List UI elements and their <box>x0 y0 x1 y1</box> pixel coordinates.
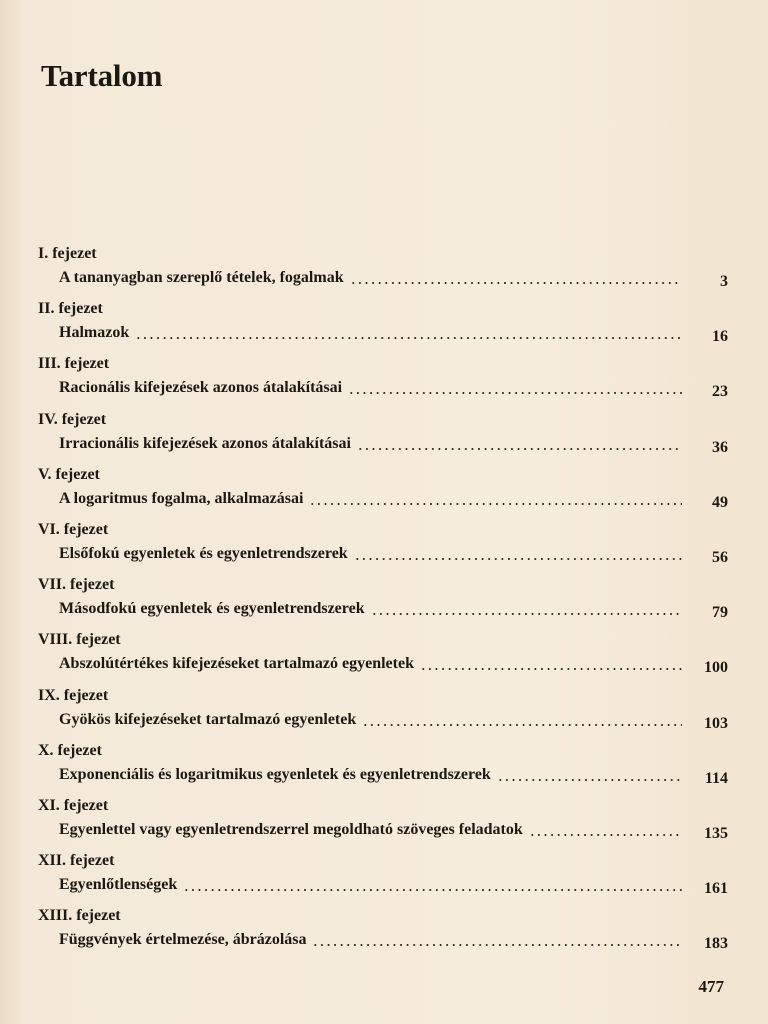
dot-leader <box>371 613 682 615</box>
page-number: 100 <box>704 659 728 677</box>
page-number: 103 <box>704 714 728 732</box>
toc-entry <box>38 244 728 299</box>
toc-entry <box>38 906 728 961</box>
chapter-label: V. fejezet <box>38 465 100 483</box>
chapter-label: IX. fejezet <box>38 686 109 704</box>
chapter-title: A tananyagban szereplő tételek, fogalmak <box>59 269 344 286</box>
toc-entry-line <box>38 599 728 622</box>
page-number: 49 <box>712 493 728 511</box>
page-folio: 477 <box>698 977 724 996</box>
toc-entry-line <box>38 765 728 785</box>
toc-entry-line <box>38 268 728 288</box>
page-number: 16 <box>712 328 728 346</box>
toc-entry-line <box>38 489 728 509</box>
chapter-title: Egyenlettel vagy egyenletrendszerrel megoldható szöveges feladatok <box>59 820 523 838</box>
toc-entry-line <box>38 544 728 564</box>
chapter-title: Másodfokú egyenletek és egyenletrendszerek <box>59 600 365 618</box>
page-number: 161 <box>704 880 728 898</box>
toc-entry <box>38 630 728 685</box>
table-of-contents <box>38 244 728 961</box>
toc-entry <box>38 410 728 465</box>
page-number: 56 <box>712 548 728 566</box>
chapter-label: IV. fejezet <box>38 410 107 428</box>
chapter-title: Exponenciális és logaritmikus egyenletek és egyenletrendszerek <box>59 765 491 783</box>
page-number: 79 <box>712 604 728 622</box>
chapter-label: I. fejezet <box>38 245 97 262</box>
toc-entry-line <box>38 323 728 346</box>
toc-entry <box>38 796 728 851</box>
dot-leader <box>183 889 682 891</box>
chapter-title: Egyenlőtlenségek <box>59 876 178 894</box>
chapter-title: Függvények értelmezése, ábrázolása <box>59 931 307 949</box>
chapter-label: XII. fejezet <box>38 852 115 870</box>
page-number: 36 <box>712 438 728 456</box>
dot-leader <box>497 779 682 781</box>
toc-entry-line <box>38 434 728 454</box>
dot-leader <box>350 282 682 284</box>
page-number: 114 <box>704 769 728 787</box>
toc-entry-line <box>38 710 728 730</box>
chapter-label: X. fejezet <box>38 741 102 759</box>
chapter-title: Gyökös kifejezéseket tartalmazó egyenletek <box>59 710 357 728</box>
chapter-title: A logaritmus fogalma, alkalmazásai <box>59 489 304 507</box>
chapter-label: VIII. fejezet <box>38 631 121 649</box>
page-number: 135 <box>704 824 728 842</box>
dot-leader <box>354 558 682 560</box>
dot-leader <box>362 724 682 726</box>
toc-entry <box>38 299 728 354</box>
chapter-title: Irracionális kifejezések azonos átalakításai <box>59 434 351 452</box>
toc-entry <box>38 575 728 630</box>
page-number: 183 <box>704 935 728 953</box>
page-number: 3 <box>720 273 728 290</box>
chapter-label: II. fejezet <box>38 300 103 318</box>
toc-entry <box>38 465 728 520</box>
toc-entry <box>38 354 728 409</box>
toc-entry-line <box>38 820 728 840</box>
page-number: 23 <box>712 383 728 401</box>
chapter-title: Halmazok <box>59 324 130 342</box>
chapter-label: III. fejezet <box>38 355 110 373</box>
chapter-title: Elsőfokú egyenletek és egyenletrendszerek <box>59 544 348 562</box>
chapter-label: VII. fejezet <box>38 576 115 594</box>
toc-entry-line <box>38 654 728 677</box>
dot-leader <box>309 503 682 505</box>
dot-leader <box>348 392 682 394</box>
chapter-label: XIII. fejezet <box>38 907 121 925</box>
dot-leader <box>312 944 682 946</box>
chapter-title: Racionális kifejezések azonos átalakításai <box>59 379 343 397</box>
dot-leader <box>135 337 682 339</box>
dot-leader <box>529 834 682 836</box>
dot-leader <box>420 668 682 670</box>
toc-entry-line <box>38 875 728 898</box>
toc-entry <box>38 520 728 575</box>
chapter-label: XI. fejezet <box>38 796 109 814</box>
chapter-label: VI. fejezet <box>38 520 109 538</box>
toc-entry <box>38 686 728 741</box>
dot-leader <box>357 448 682 450</box>
toc-entry-line <box>38 930 728 953</box>
toc-entry <box>38 851 728 906</box>
toc-entry <box>38 741 728 796</box>
page-title: Tartalom <box>41 58 163 93</box>
toc-entry-line <box>38 378 728 401</box>
chapter-title: Abszolútértékes kifejezéseket tartalmazó egyenletek <box>59 655 414 673</box>
